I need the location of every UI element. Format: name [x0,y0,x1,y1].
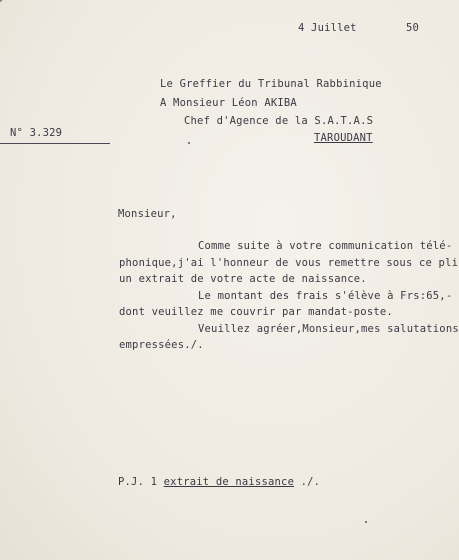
body-line-4: Le montant des frais s'élève à Frs:65,- [198,290,453,302]
body-line-1: Comme suite à votre communication télé- [198,240,453,252]
margin-rule [0,143,110,144]
corner-stroke [0,0,42,11]
enclosure-prefix: P.J. 1 [118,476,164,488]
body-line-2: phonique,j'ai l'honneur de vous remettre sous ce pli [119,257,459,269]
letter-date: 4 Juillet [298,22,357,34]
body-line-5: dont veuillez me couvrir par mandat-poste. [119,306,393,318]
enclosure-suffix: ./. [294,476,321,488]
enclosure-text: extrait de naissance [163,476,295,488]
body-line-3: un extrait de votre acte de naissance. [119,273,367,285]
enclosure-line [118,476,320,488]
page-number: 50 [406,22,420,34]
recipient-city: TAROUDANT [314,132,373,144]
reference-number: N° 3.329 [10,127,63,139]
salutation: Monsieur, [118,208,177,220]
ink-speck [365,521,367,523]
recipient-name: A Monsieur Léon AKIBA [160,97,297,109]
body-line-7: empressées./. [119,339,204,351]
body-line-6: Veuillez agréer,Monsieur,mes salutations [198,323,459,335]
ink-speck [188,142,190,144]
recipient-title: Chef d'Agence de la S.A.T.A.S [184,115,374,127]
sender-line: Le Greffier du Tribunal Rabbinique [160,78,382,90]
